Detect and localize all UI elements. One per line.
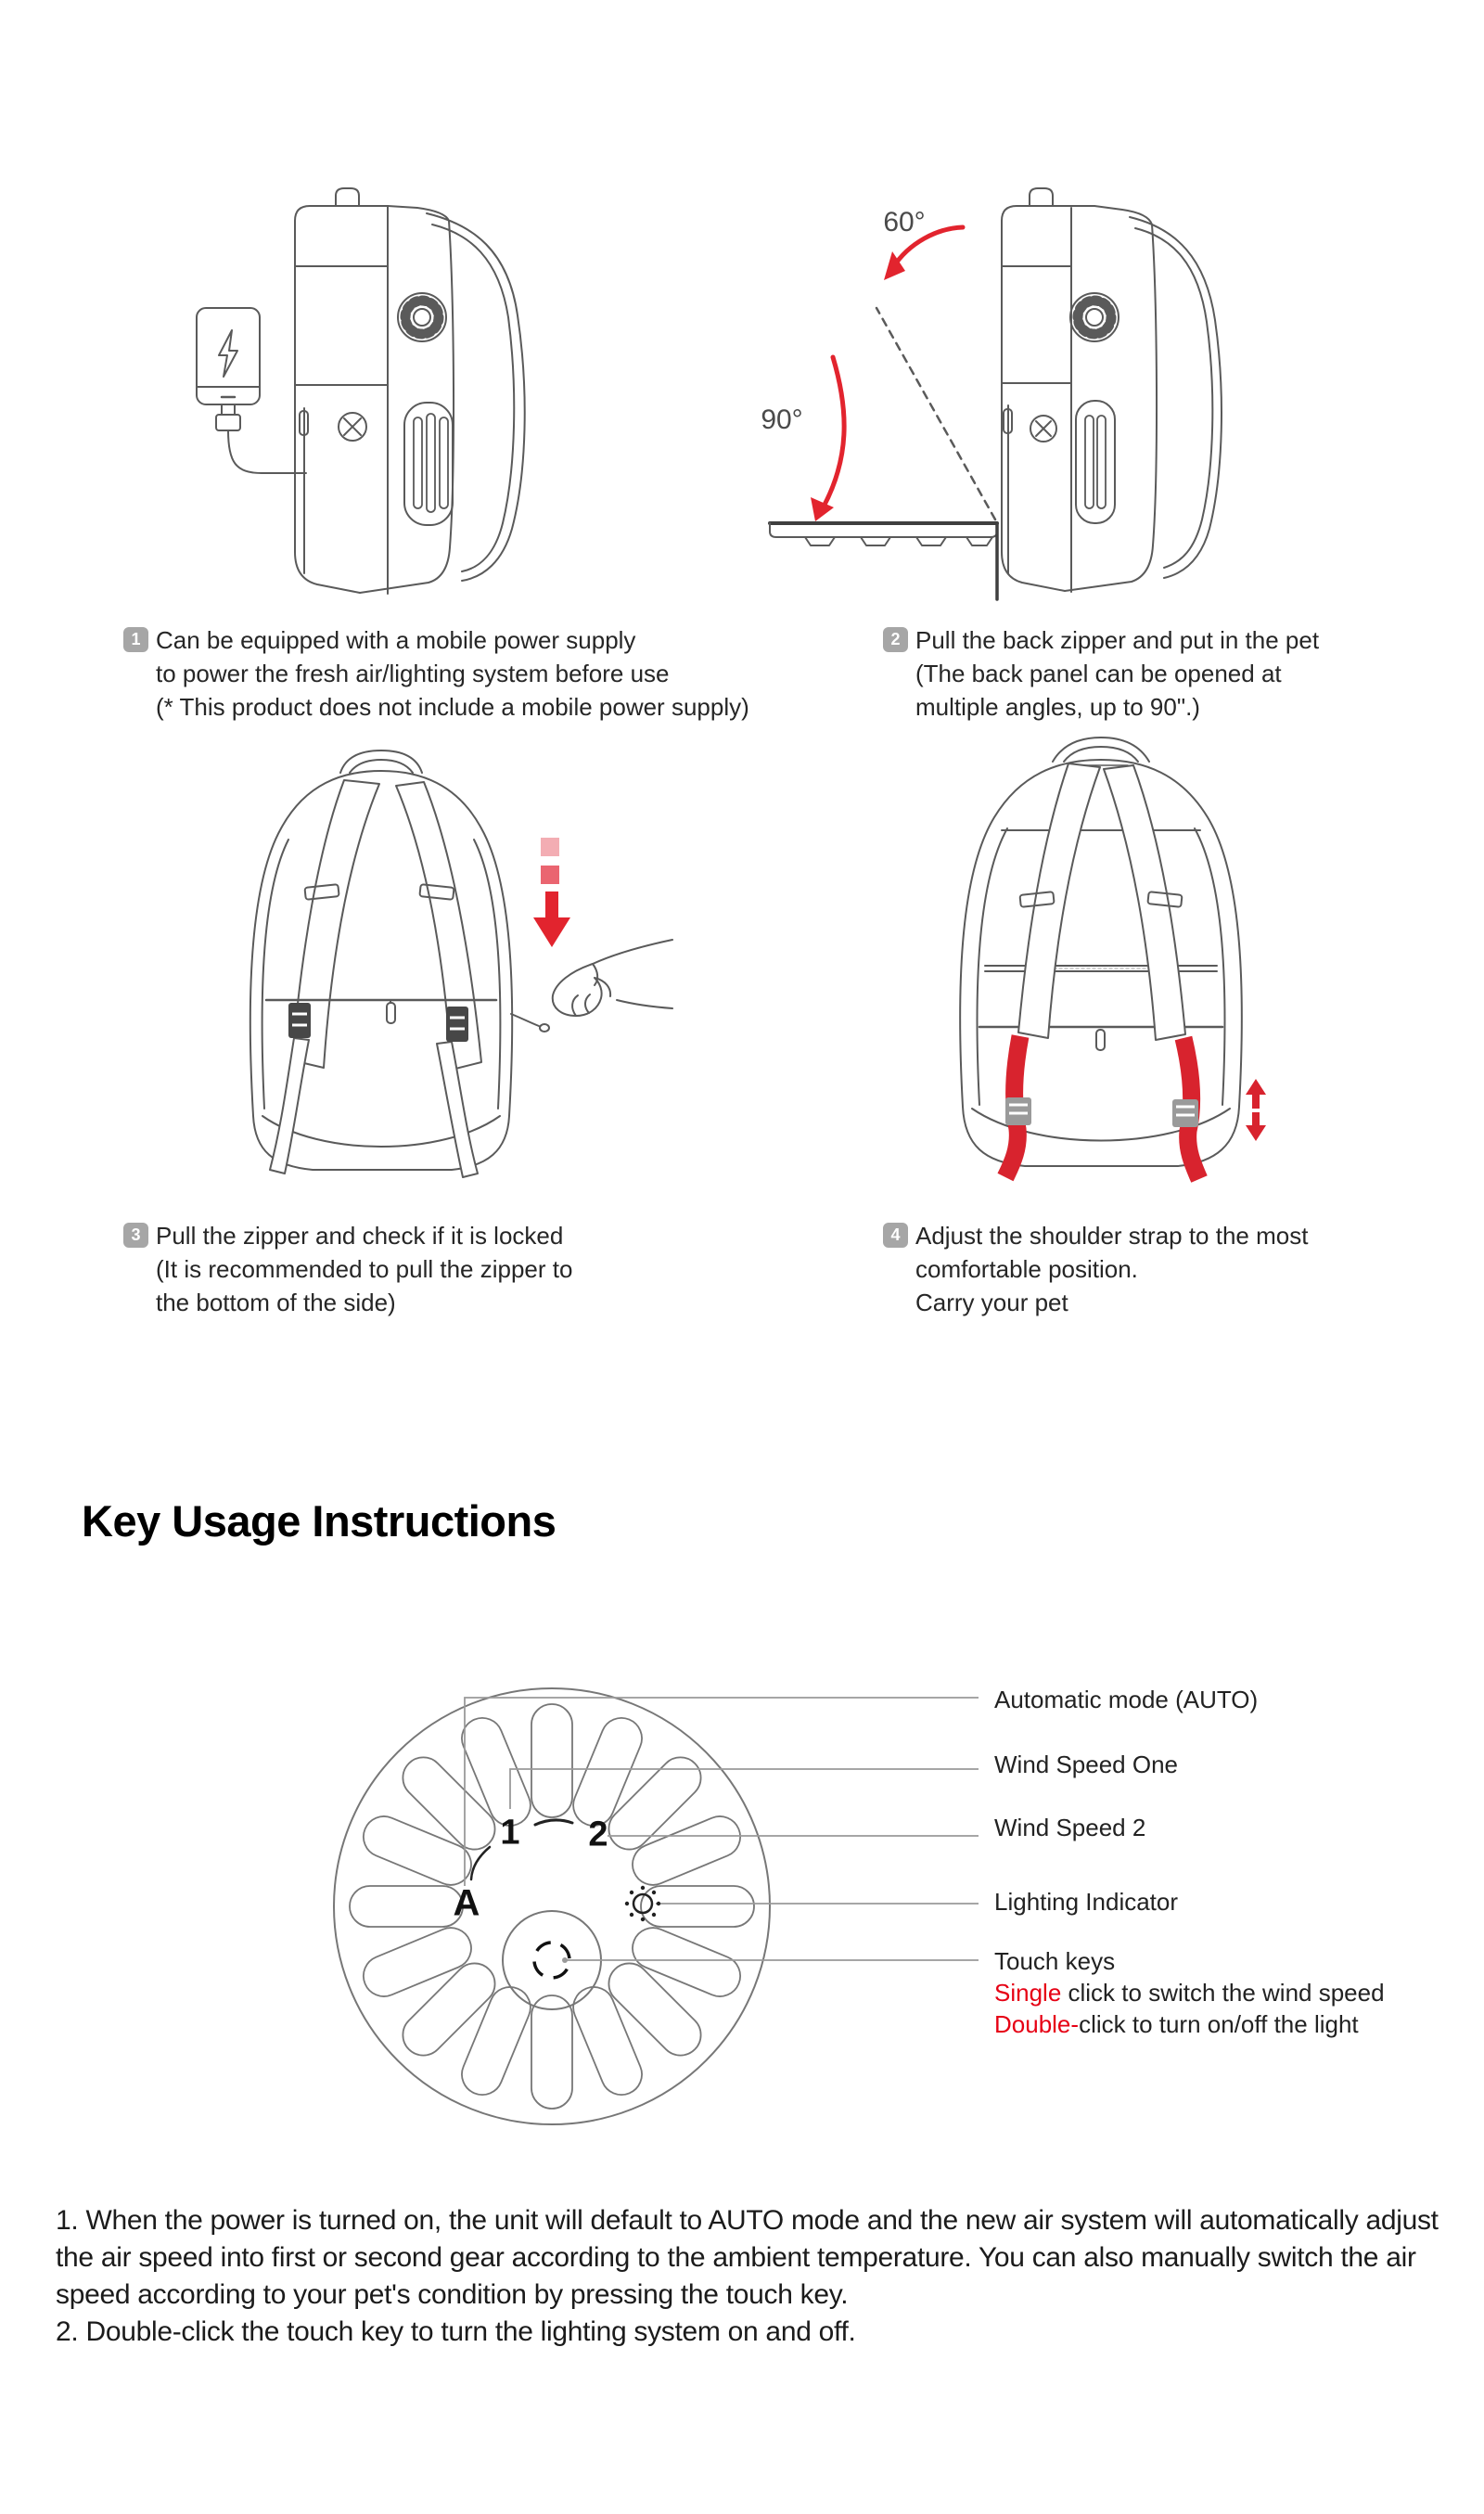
usage-note-1: 1. When the power is turned on, the unit will default to AUTO mode and the new air system will automatically adjust the air speed into first or second gear according to the ambient temperature. You can also manually switch the air speed according to your pet's condition by pressing the touch key. (56, 2205, 1439, 2310)
opened-back-panel (770, 523, 997, 599)
label-automatic-mode: Automatic mode (AUTO) (994, 1686, 1259, 1713)
dial-speed-2: 2 (588, 1815, 608, 1854)
step-1 (123, 623, 749, 724)
figure-shoulder-strap-adjust-illustration (928, 719, 1391, 1183)
hand-pulling-zipper (511, 940, 672, 1032)
leader-lines (465, 1698, 979, 1960)
step-3-number-badge: 3 (123, 1223, 148, 1248)
red-adjustable-straps (1005, 1036, 1199, 1179)
step-1-line-1: Can be equipped with a mobile power supply (156, 626, 636, 654)
auto-arc (471, 1847, 490, 1879)
figure-zipper-check-illustration (209, 719, 691, 1183)
step-2 (883, 623, 1319, 724)
strap-buckle (1005, 1097, 1198, 1127)
angle-60-label: 60° (883, 207, 926, 237)
step-4-line-2: comfortable position. (915, 1255, 1138, 1283)
usage-note-2: 2. Double-click the touch key to turn the lighting system on and off. (56, 2316, 856, 2347)
step-2-line-2: (The back panel can be opened at (915, 660, 1282, 687)
step-3-line-3: the bottom of the side) (156, 1289, 396, 1316)
arrow-90deg-icon (811, 357, 844, 521)
figure-back-panel-angles-illustration (723, 139, 1373, 603)
fan-panel-diagram (306, 1651, 992, 2152)
step-2-line-1: Pull the back zipper and put in the pet (915, 626, 1320, 654)
adjust-up-down-arrow-icon (1246, 1079, 1266, 1141)
side-vent (404, 403, 453, 525)
speed-arc (535, 1820, 572, 1825)
step-1-line-2: to power the fresh air/lighting system before use (156, 660, 670, 687)
step-4 (883, 1219, 1308, 1319)
step-4-number-badge: 4 (883, 1223, 908, 1248)
angle-90-label: 90° (761, 404, 803, 435)
side-vent (1076, 401, 1115, 523)
backpack-handle (1030, 188, 1053, 206)
step-1-number-badge: 1 (123, 627, 148, 652)
fan-panel-outline (334, 1688, 770, 2124)
double-highlight: Double- (994, 2010, 1080, 2038)
lightning-bolt-icon (219, 330, 237, 377)
touch-note-single: Single click to switch the wind speed (994, 1979, 1385, 2007)
touch-note-double: Double-click to turn on/off the light (994, 2010, 1359, 2038)
single-highlight: Single (994, 1979, 1062, 2007)
panel-60deg-dashed-line (876, 308, 995, 519)
usage-notes (56, 2202, 1442, 2351)
step-3-line-2: (It is recommended to pull the zipper to (156, 1255, 573, 1283)
dial-auto-letter: A (453, 1882, 480, 1924)
lock-emblem-icon (339, 413, 366, 441)
label-wind-speed-two: Wind Speed 2 (994, 1814, 1146, 1841)
step-2-line-3: multiple angles, up to 90".) (915, 693, 1200, 721)
backpack-handle (336, 188, 359, 206)
label-wind-speed-one: Wind Speed One (994, 1751, 1179, 1778)
step-4-line-1: Adjust the shoulder strap to the most (915, 1222, 1309, 1250)
step-3-line-1: Pull the zipper and check if it is locked (156, 1222, 564, 1250)
step-4-line-3: Carry your pet (915, 1289, 1068, 1316)
power-bank (197, 308, 306, 473)
step-1-line-3: (* This product does not include a mobile power supply) (156, 693, 749, 721)
fan-petal-slots (350, 1704, 754, 2109)
section-title: Key Usage Instructions (82, 1496, 556, 1546)
figure-powerbank-charging-illustration (139, 139, 631, 603)
step-3 (123, 1219, 572, 1319)
pull-down-arrow-icon (533, 838, 570, 947)
label-touch-keys: Touch keys (994, 1947, 1116, 1975)
lock-emblem-icon (1030, 416, 1056, 442)
dial-speed-1: 1 (500, 1813, 520, 1853)
label-touch-keys-block (994, 1945, 1385, 2040)
label-lighting-indicator: Lighting Indicator (994, 1888, 1179, 1916)
step-2-number-badge: 2 (883, 627, 908, 652)
